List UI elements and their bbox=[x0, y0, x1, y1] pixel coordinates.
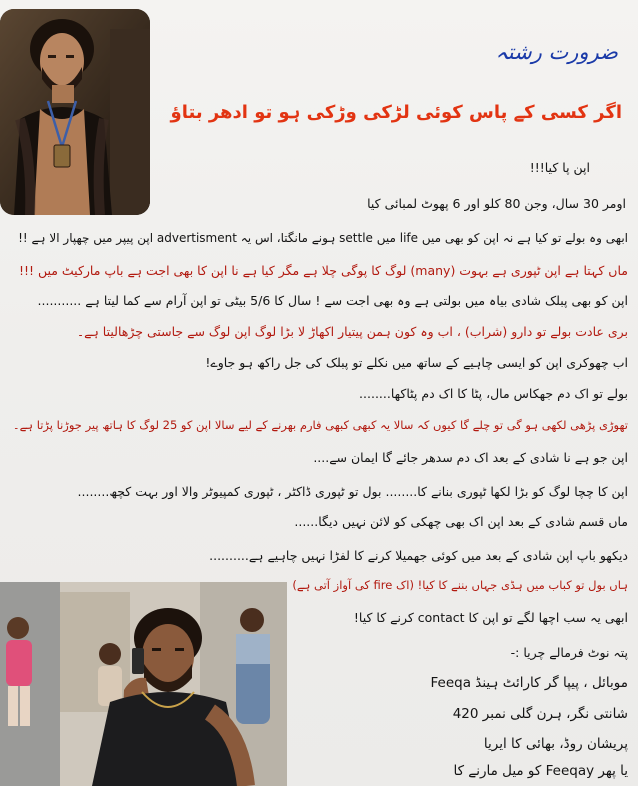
page-heading: ضرورت رشتہ bbox=[495, 40, 618, 64]
text-line-7: اب چھوکری اپن کو ایسی چاہیے کے ساتھ میں نکلے تو پبلک کی جل راکھ ہو جاوے! bbox=[205, 355, 628, 370]
address-line-4: یا پھر Feeqay کو میل مارنے کا bbox=[453, 763, 628, 779]
text-line-13: دیکھو باپ اپن شادی کے بعد میں کوئی جھمیلا کرنے کا لفڑا نہیں چاہیے ہے.......... bbox=[209, 548, 628, 563]
address-line-3: پریشان روڈ، بھائی کا ایریا bbox=[483, 736, 628, 752]
text-line-8: بولے تو اک دم جھکاس مال، پٹا کا اک دم پٹاکھا........ bbox=[359, 386, 628, 401]
text-line-9: تھوڑی پڑھی لکھی ہو گی تو چلے گا کیوں کہ سالا یہ کبھی کبھی فارم بھرنے کے لیے سالا اپن کو 25 لوگ کا ہاتھ پیر جوڑنا پڑتا ہے۔ bbox=[12, 418, 628, 432]
man-portrait-image bbox=[0, 9, 150, 215]
text-line-12: ماں قسم شادی کے بعد اپن اک بھی چھکی کو لائن نہیں دیگا...... bbox=[294, 514, 628, 529]
text-line-5: اپن کو بھی پبلک شادی بیاہ میں بولتی ہے وہ بھی اجت سے ! سال کا 5/6 بیٹی تو اپن آرام سے کما لیتا ہے ........... bbox=[37, 293, 628, 308]
bottom-left-photo bbox=[0, 582, 287, 786]
text-line-2: اومر 30 سال، وجن 80 کلو اور 6 پھوٹ لمبائی کیا bbox=[367, 196, 626, 211]
top-left-photo bbox=[0, 9, 150, 215]
text-line-3: ابھی وہ بولے تو کیا ہے نہ اپن کو بھی میں life میں settle ہونے مانگتا، اس یہ advertisment اپن پیپر میں چھپار الا ہے !! bbox=[18, 231, 628, 245]
text-line-14: ہاں بول تو کباب میں ہڈی جہاں بننے کا کیا! (اک fire کی آواز آتی ہے) bbox=[292, 578, 628, 592]
text-line-16: پتہ نوٹ فرمالے چریا :- bbox=[510, 645, 628, 660]
text-line-15: ابھی یہ سب اچھا لگے تو اپن کا contact کرنے کا کیا! bbox=[353, 610, 628, 625]
text-line-11: اپن کا چچا لوگ کو بڑا لکھا ٹپوری بنانے کا........ بول تو ٹپوری ڈاکٹر ، ٹپوری کمپیوٹر والا اور بہت کچھ........ bbox=[77, 484, 628, 499]
address-line-2: شانتی نگر، ہرن گلی نمبر 420 bbox=[452, 706, 628, 722]
text-line-1: اپن پا کیا!!! bbox=[529, 160, 590, 175]
page-title: اگر کسی کے پاس کوئی لڑکی وڑکی ہو تو ادھر بتاؤ bbox=[170, 102, 622, 123]
text-line-10: اپن جو ہے نا شادی کے بعد اک دم سدھر جائے گا ایمان سے.... bbox=[313, 450, 628, 465]
text-line-4: ماں کہتا ہے اپن ٹپوری ہے بہوت (many) لوگ کا پوگی چلا ہے مگر کیا ہے نا اپن کا بھی اجت ہے باپ مارکیٹ میں !!! bbox=[18, 263, 628, 278]
text-line-6: بری عادت بولے تو دارو (شراب) ، اب وہ کون ہمن پیتیار اکھاڑ لا بڑا لوگ اپن لوگ سے جاستی چڑھالیتا ہے۔ bbox=[76, 324, 628, 339]
man-on-phone-image bbox=[0, 582, 287, 786]
address-line-1: Feeqa موبائل ، پیپا گر کارائٹ ہینڈ bbox=[430, 675, 628, 691]
